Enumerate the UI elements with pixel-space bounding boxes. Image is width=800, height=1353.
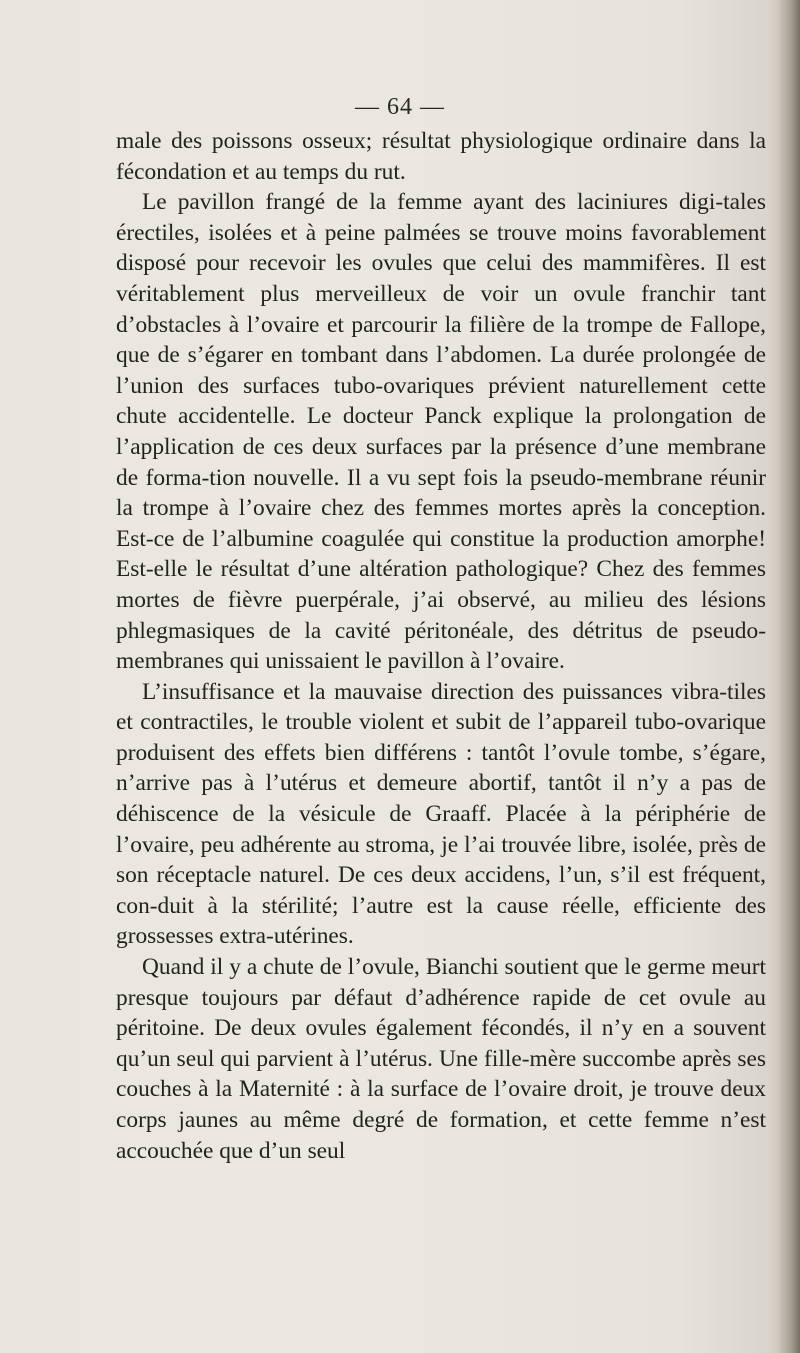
paragraph-1: male des poissons osseux; résultat physiologique ordinaire dans la fécondation et au temps du rut. [116, 128, 766, 185]
paragraph-3: L’insuffisance et la mauvaise direction des puissances vibra-tiles et contractiles, le trouble violent et subit de l’appareil tubo-ovarique produisent des effets bien différens : tantôt l’ovule tombe, s’égare, n’arrive pas à l’utérus et demeure abortif, tantôt il n’y a pas de déhiscence de la vésicule de Graaff. Placée à la périphérie de l’ovaire, peu adhérente au stroma, je l’ai trouvée libre, isolée, près de son réceptacle naturel. De ces deux accidens, l’un, s’il est fréquent, con-duit à la stérilité; l’autre est la cause réelle, efficiente des grossesses extra-utérines. [116, 678, 766, 950]
body-text [116, 126, 766, 1166]
paragraph-4: Quand il y a chute de l’ovule, Bianchi soutient que le germe meurt presque toujours par défaut d’adhérence rapide de cet ovule au péritoine. De deux ovules également fécondés, il n’y en a souvent qu’un seul qui parvient à l’utérus. Une fille-mère succombe après ses couches à la Maternité : à la surface de l’ovaire droit, je trouve deux corps jaunes au même degré de formation, et cette femme n’est accouchée que d’un seul [116, 954, 766, 1164]
page-number: — 64 — [355, 94, 445, 120]
page-spine-shadow [778, 0, 800, 1353]
paragraph-2: Le pavillon frangé de la femme ayant des laciniures digi-tales érectiles, isolées et à peine palmées se trouve moins favorablement disposé pour recevoir les ovules que celui des mammifères. Il est véritablement plus merveilleux de voir un ovule franchir tant d’obstacles à l’ovaire et parcourir la filière de la trompe de Fallope, que de s’égarer en tombant dans l’abdomen. La durée prolongée de l’union des surfaces tubo-ovariques prévient naturellement cette chute accidentelle. Le docteur Panck explique la prolongation de l’application de ces deux surfaces par la présence d’une membrane de forma-tion nouvelle. Il a vu sept fois la pseudo-membrane réunir la trompe à l’ovaire chez des femmes mortes après la conception. Est-ce de l’albumine coagulée qui constitue la production amorphe! Est-elle le résultat d’une altération pathologique? Chez des femmes mortes de fièvre puerpérale, j’ai observé, au milieu des lésions phlegmasiques de la cavité péritonéale, des détritus de pseudo-membranes qui unissaient le pavillon à l’ovaire. [116, 189, 766, 675]
